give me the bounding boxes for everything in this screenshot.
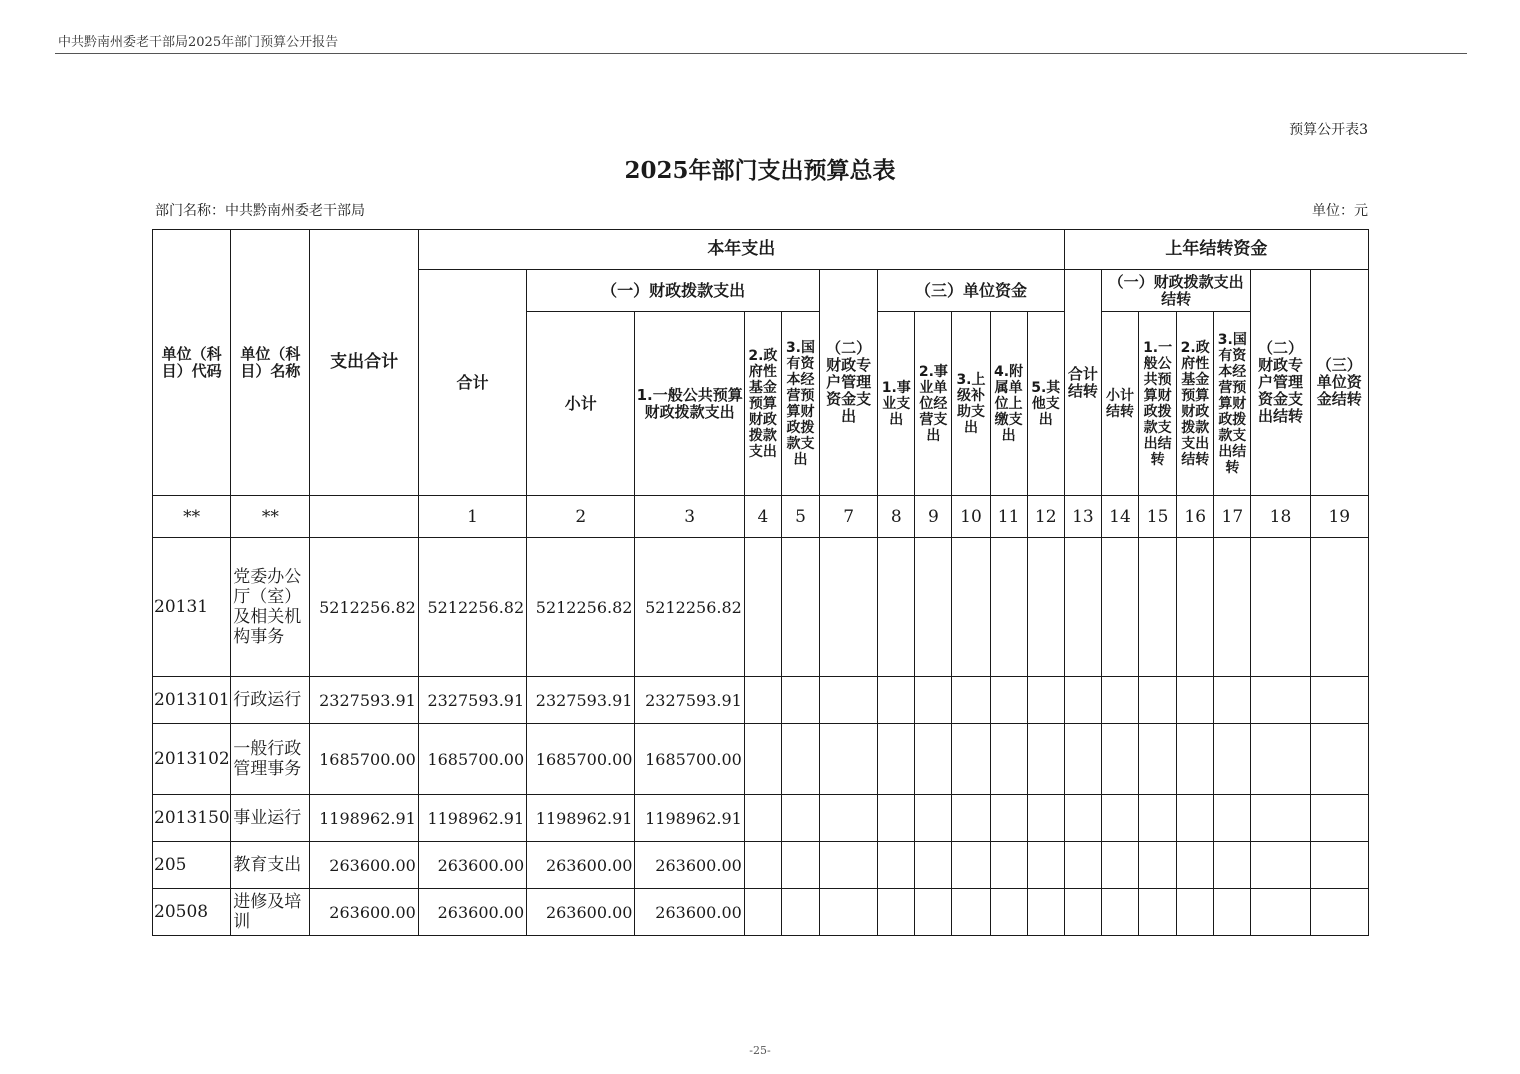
row-name-cell: 党委办公厅（室）及相关机构事务 [231, 538, 310, 677]
row-general-budget-cell: 2327593.91 [635, 677, 744, 724]
empty-cell [878, 889, 915, 936]
empty-cell [952, 724, 990, 795]
empty-cell [1101, 889, 1138, 936]
empty-cell [1064, 889, 1101, 936]
row-cy-total-cell: 1198962.91 [418, 795, 526, 842]
empty-cell [952, 795, 990, 842]
empty-cell [1251, 724, 1310, 795]
empty-cell [1027, 889, 1064, 936]
row-subtotal-cell: 263600.00 [527, 842, 635, 889]
table-row [153, 677, 1369, 724]
index-cell: ** [153, 496, 231, 538]
row-subtotal-cell: 2327593.91 [527, 677, 635, 724]
empty-cell [1101, 842, 1138, 889]
empty-cell [1064, 724, 1101, 795]
expenditure-budget-table [152, 229, 1369, 936]
header-py-fiscal-group: （一）财政拨款支出结转 [1101, 270, 1250, 312]
header-py-total: 合计结转 [1064, 270, 1101, 496]
header-cy-general-budget: 1.一般公共预算财政拨款支出 [635, 312, 744, 496]
row-subtotal-cell: 5212256.82 [527, 538, 635, 677]
empty-cell [1101, 795, 1138, 842]
empty-cell [781, 724, 819, 795]
index-cell: 18 [1251, 496, 1310, 538]
empty-cell [1214, 842, 1251, 889]
row-name-cell: 行政运行 [231, 677, 310, 724]
empty-cell [1139, 724, 1177, 795]
empty-cell [1214, 538, 1251, 677]
index-cell: 11 [990, 496, 1027, 538]
header-cy-total: 合计 [418, 270, 526, 496]
header-unit-code: 单位（科目）代码 [153, 230, 231, 496]
empty-cell [781, 677, 819, 724]
empty-cell [781, 795, 819, 842]
empty-cell [744, 724, 781, 795]
index-cell: 17 [1214, 496, 1251, 538]
empty-cell [1251, 538, 1310, 677]
empty-cell [820, 795, 878, 842]
header-py-subtotal: 小计结转 [1101, 312, 1138, 496]
row-total-cell: 1198962.91 [310, 795, 418, 842]
row-code-cell: 2013102 [153, 724, 231, 795]
empty-cell [820, 677, 878, 724]
empty-cell [1064, 795, 1101, 842]
empty-cell [1101, 677, 1138, 724]
header-py-special-account: （二）财政专户管理资金支出结转 [1251, 270, 1310, 496]
index-cell: 12 [1027, 496, 1064, 538]
empty-cell [915, 677, 952, 724]
empty-cell [878, 842, 915, 889]
row-subtotal-cell: 263600.00 [527, 889, 635, 936]
empty-cell [990, 677, 1027, 724]
empty-cell [1027, 677, 1064, 724]
index-cell: 14 [1101, 496, 1138, 538]
header-row-1 [153, 230, 1369, 270]
row-cy-total-cell: 263600.00 [418, 889, 526, 936]
empty-cell [952, 889, 990, 936]
index-cell: ** [231, 496, 310, 538]
row-general-budget-cell: 5212256.82 [635, 538, 744, 677]
header-cy-other: 5.其他支出 [1027, 312, 1064, 496]
index-cell: 1 [418, 496, 526, 538]
header-cy-subtotal: 小计 [527, 312, 635, 496]
row-general-budget-cell: 263600.00 [635, 842, 744, 889]
empty-cell [1214, 795, 1251, 842]
row-cy-total-cell: 5212256.82 [418, 538, 526, 677]
table-row [153, 889, 1369, 936]
empty-cell [990, 538, 1027, 677]
empty-cell [781, 889, 819, 936]
row-name-cell: 进修及培训 [231, 889, 310, 936]
empty-cell [744, 889, 781, 936]
index-cell: 16 [1177, 496, 1214, 538]
index-cell: 7 [820, 496, 878, 538]
empty-cell [781, 842, 819, 889]
empty-cell [952, 677, 990, 724]
empty-cell [1139, 795, 1177, 842]
header-cy-unit-funds-group: （三）单位资金 [878, 270, 1065, 312]
header-cy-state-capital: 3.国有资本经营预算财政拨款支出 [781, 312, 819, 496]
empty-cell [1214, 889, 1251, 936]
row-cy-total-cell: 263600.00 [418, 842, 526, 889]
document-title: 2025年部门支出预算总表 [624, 157, 896, 184]
header-total-expenditure: 支出合计 [310, 230, 418, 496]
table-row [153, 842, 1369, 889]
column-index-row [153, 496, 1369, 538]
department-name: 部门名称：中共黔南州委老干部局 [155, 203, 365, 219]
empty-cell [1310, 889, 1368, 936]
row-total-cell: 263600.00 [310, 842, 418, 889]
empty-cell [1177, 677, 1214, 724]
row-subtotal-cell: 1685700.00 [527, 724, 635, 795]
running-header: 中共黔南州委老干部局2025年部门预算公开报告 [58, 35, 339, 50]
empty-cell [915, 724, 952, 795]
row-general-budget-cell: 1198962.91 [635, 795, 744, 842]
row-total-cell: 263600.00 [310, 889, 418, 936]
empty-cell [1251, 889, 1310, 936]
empty-cell [1251, 795, 1310, 842]
row-name-cell: 教育支出 [231, 842, 310, 889]
empty-cell [1177, 842, 1214, 889]
empty-cell [1214, 724, 1251, 795]
empty-cell [1310, 677, 1368, 724]
currency-unit: 单位：元 [1312, 203, 1368, 219]
empty-cell [1139, 677, 1177, 724]
header-cy-subsidy: 3.上级补助支出 [952, 312, 990, 496]
empty-cell [1064, 677, 1101, 724]
empty-cell [990, 889, 1027, 936]
empty-cell [990, 724, 1027, 795]
empty-cell [1139, 842, 1177, 889]
index-cell [310, 496, 418, 538]
empty-cell [1139, 538, 1177, 677]
empty-cell [915, 889, 952, 936]
empty-cell [1310, 842, 1368, 889]
header-py-general-budget: 1.一般公共预算财政拨款支出结转 [1139, 312, 1177, 496]
empty-cell [878, 677, 915, 724]
header-unit-name: 单位（科目）名称 [231, 230, 310, 496]
empty-cell [1101, 724, 1138, 795]
empty-cell [1214, 677, 1251, 724]
empty-cell [990, 795, 1027, 842]
empty-cell [1064, 538, 1101, 677]
index-cell: 10 [952, 496, 990, 538]
empty-cell [1310, 795, 1368, 842]
header-cy-business: 1.事业支出 [878, 312, 915, 496]
empty-cell [744, 538, 781, 677]
empty-cell [820, 842, 878, 889]
row-general-budget-cell: 1685700.00 [635, 724, 744, 795]
table-row [153, 795, 1369, 842]
row-general-budget-cell: 263600.00 [635, 889, 744, 936]
empty-cell [878, 538, 915, 677]
index-cell: 2 [527, 496, 635, 538]
header-py-gov-fund: 2.政府性基金预算财政拨款支出结转 [1177, 312, 1214, 496]
row-cy-total-cell: 1685700.00 [418, 724, 526, 795]
empty-cell [744, 795, 781, 842]
table-number: 预算公开表3 [1289, 122, 1368, 138]
empty-cell [1251, 677, 1310, 724]
empty-cell [1139, 889, 1177, 936]
empty-cell [952, 842, 990, 889]
empty-cell [781, 538, 819, 677]
index-cell: 8 [878, 496, 915, 538]
row-code-cell: 20508 [153, 889, 231, 936]
row-code-cell: 2013101 [153, 677, 231, 724]
empty-cell [1027, 842, 1064, 889]
row-cy-total-cell: 2327593.91 [418, 677, 526, 724]
index-cell: 5 [781, 496, 819, 538]
row-code-cell: 20131 [153, 538, 231, 677]
header-cy-affiliated: 4.附属单位上缴支出 [990, 312, 1027, 496]
empty-cell [1251, 842, 1310, 889]
empty-cell [878, 724, 915, 795]
empty-cell [915, 538, 952, 677]
empty-cell [1310, 724, 1368, 795]
index-cell: 13 [1064, 496, 1101, 538]
row-code-cell: 2013150 [153, 795, 231, 842]
table-row [153, 538, 1369, 677]
empty-cell [1027, 538, 1064, 677]
empty-cell [1064, 842, 1101, 889]
header-rule [55, 53, 1467, 54]
empty-cell [1027, 795, 1064, 842]
table-row [153, 724, 1369, 795]
header-py-state-capital: 3.国有资本经营预算财政拨款支出结转 [1214, 312, 1251, 496]
index-cell: 19 [1310, 496, 1368, 538]
row-code-cell: 205 [153, 842, 231, 889]
row-name-cell: 事业运行 [231, 795, 310, 842]
empty-cell [990, 842, 1027, 889]
header-cy-special-account: （二）财政专户管理资金支出 [820, 270, 878, 496]
row-total-cell: 1685700.00 [310, 724, 418, 795]
header-cy-fiscal-group: （一）财政拨款支出 [527, 270, 820, 312]
row-name-cell: 一般行政管理事务 [231, 724, 310, 795]
empty-cell [820, 724, 878, 795]
empty-cell [1177, 795, 1214, 842]
row-subtotal-cell: 1198962.91 [527, 795, 635, 842]
row-total-cell: 5212256.82 [310, 538, 418, 677]
header-cy-operating: 2.事业单位经营支出 [915, 312, 952, 496]
empty-cell [952, 538, 990, 677]
empty-cell [1177, 724, 1214, 795]
empty-cell [915, 842, 952, 889]
empty-cell [1101, 538, 1138, 677]
header-prior-year: 上年结转资金 [1064, 230, 1368, 270]
header-py-unit-funds: （三）单位资金结转 [1310, 270, 1368, 496]
empty-cell [1310, 538, 1368, 677]
header-cy-gov-fund: 2.政府性基金预算财政拨款支出 [744, 312, 781, 496]
index-cell: 4 [744, 496, 781, 538]
empty-cell [878, 795, 915, 842]
page-number: -25- [749, 1044, 771, 1057]
index-cell: 9 [915, 496, 952, 538]
empty-cell [820, 538, 878, 677]
empty-cell [1177, 889, 1214, 936]
empty-cell [1177, 538, 1214, 677]
empty-cell [915, 795, 952, 842]
empty-cell [1027, 724, 1064, 795]
row-total-cell: 2327593.91 [310, 677, 418, 724]
empty-cell [820, 889, 878, 936]
header-current-year: 本年支出 [418, 230, 1064, 270]
index-cell: 15 [1139, 496, 1177, 538]
index-cell: 3 [635, 496, 744, 538]
empty-cell [744, 842, 781, 889]
empty-cell [744, 677, 781, 724]
